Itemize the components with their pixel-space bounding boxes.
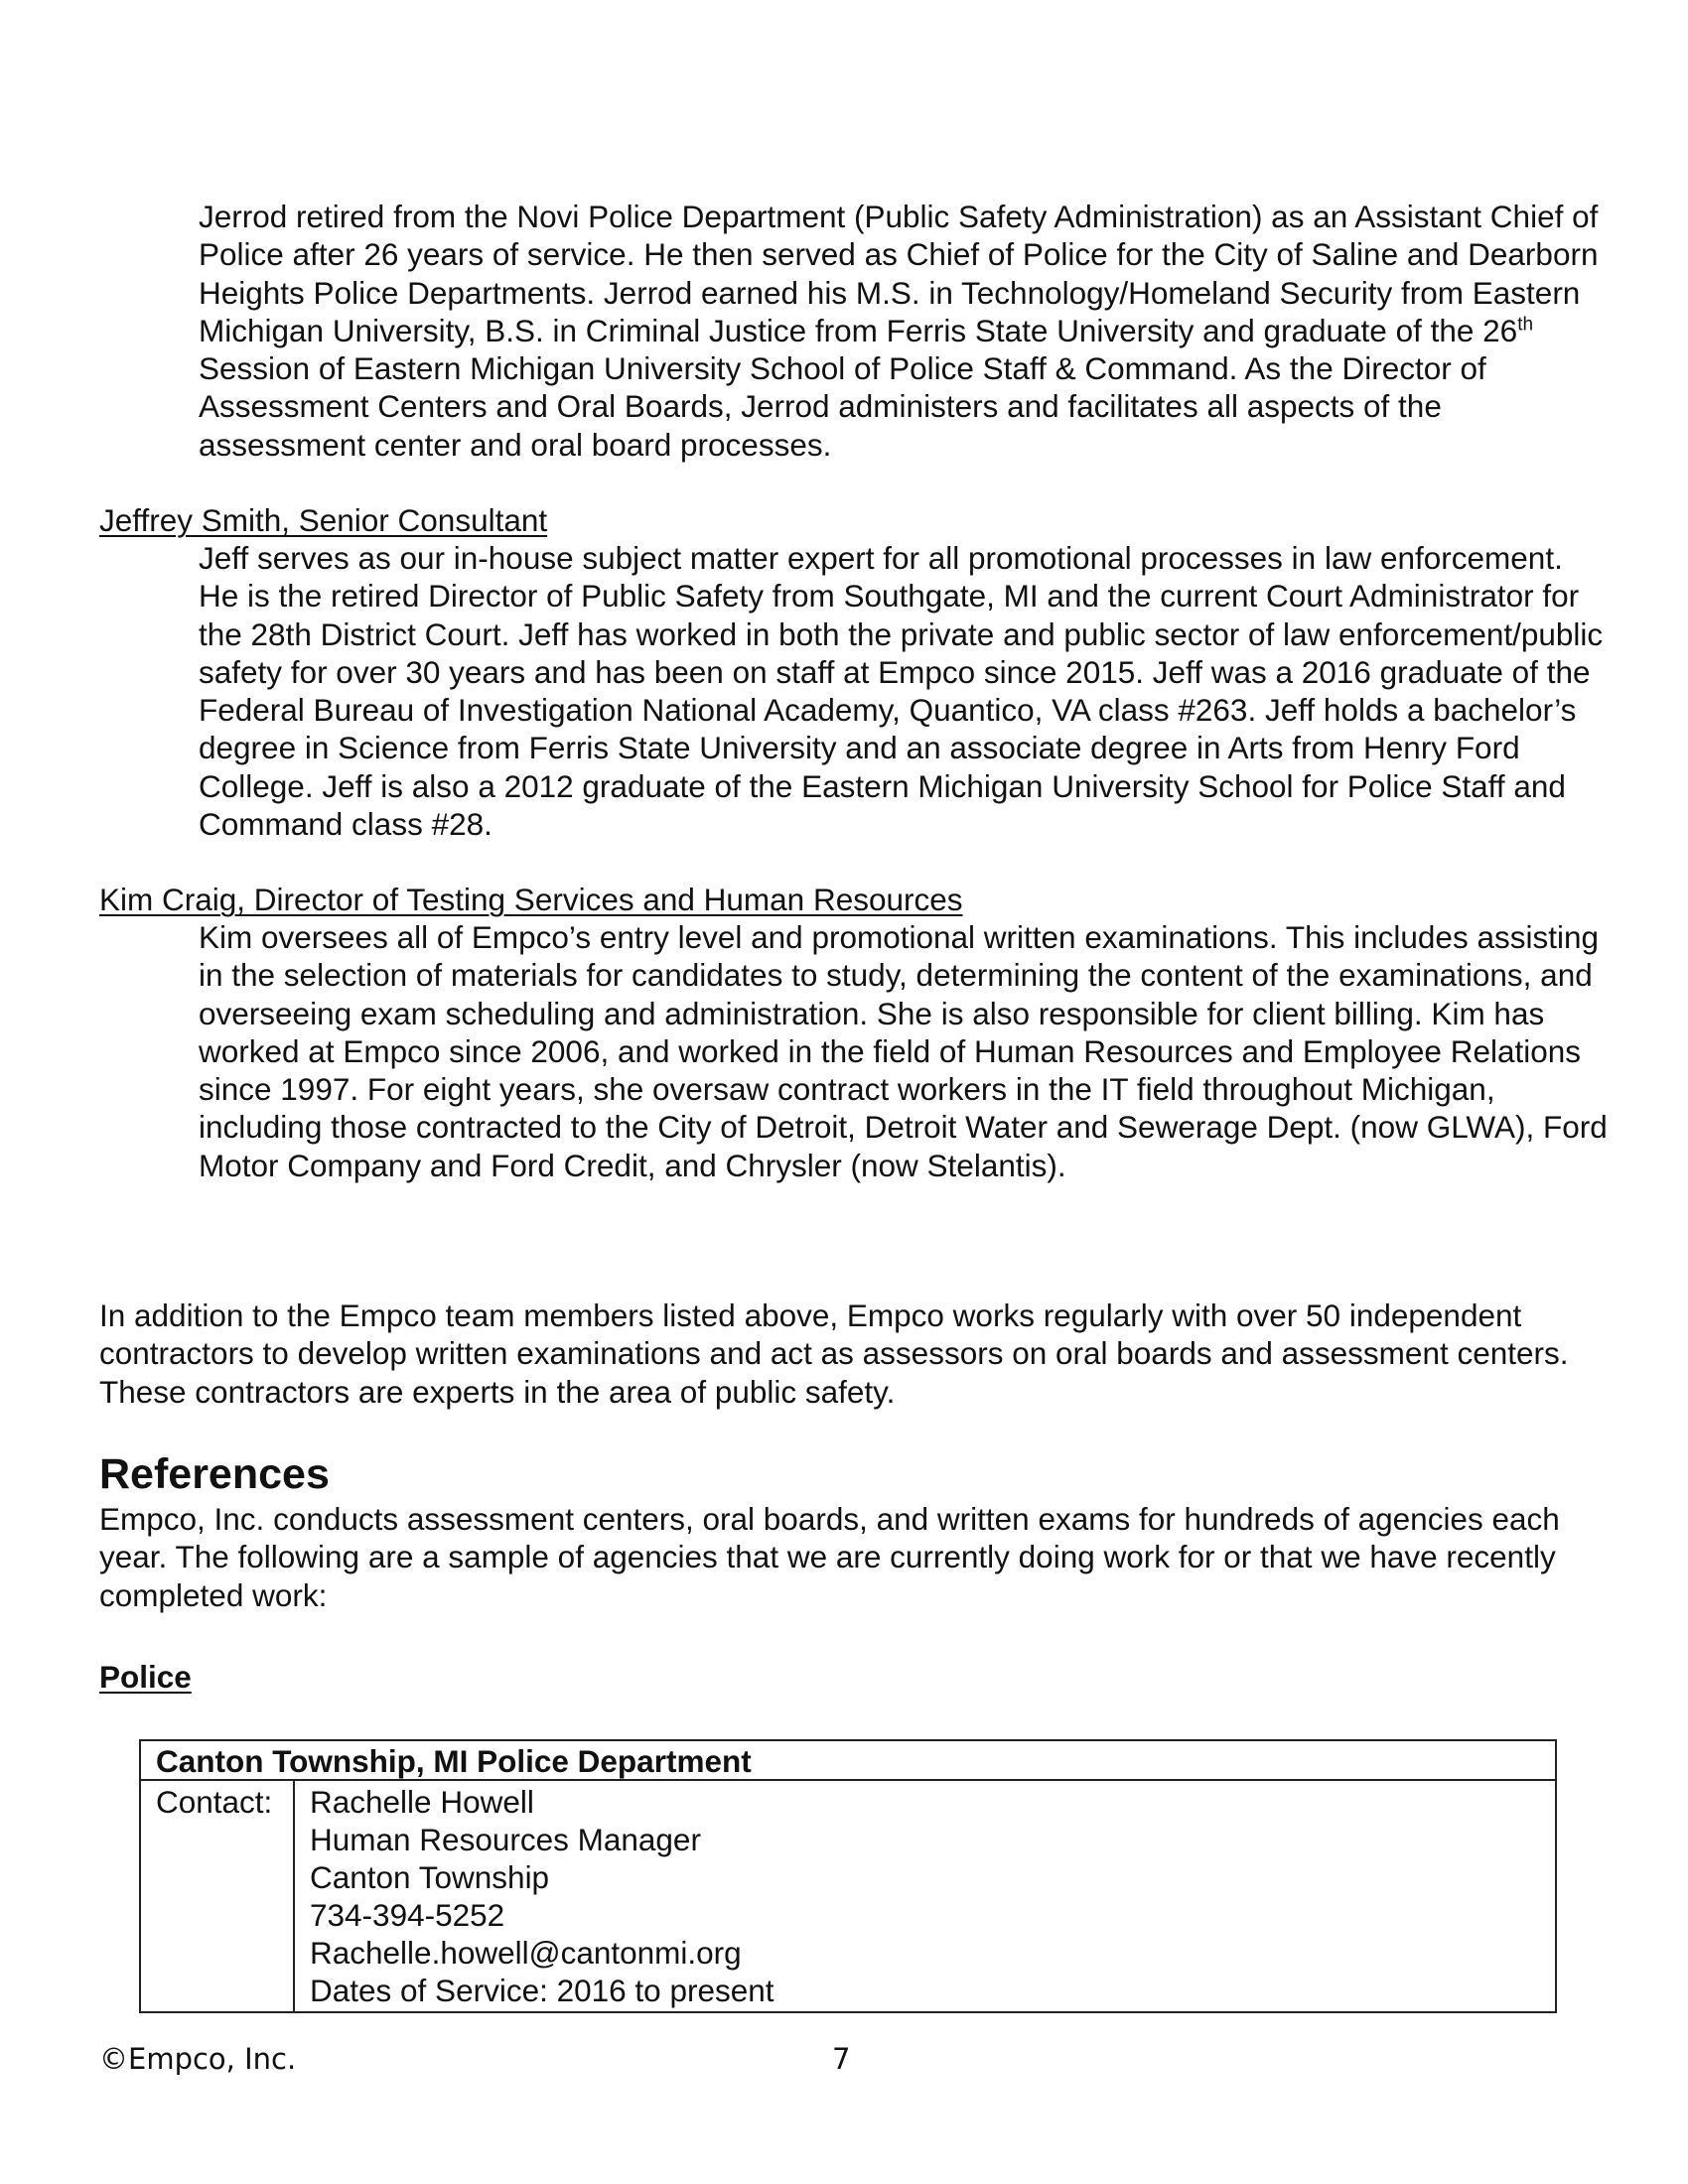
jeffrey-smith-heading: Jeffrey Smith, Senior Consultant (99, 502, 548, 538)
ordinal-superscript: th (1517, 314, 1534, 336)
police-section-heading: Police (99, 1659, 192, 1695)
contractors-paragraph: In addition to the Empco team members listed above, Empco works regularly with over 50 independent contractors to develop written examinations and act as assessors on oral boards and assessment centers. These contractors are experts in the area of public safety. (99, 1297, 1569, 1410)
kim-bio-paragraph: Kim oversees all of Empco’s entry level and promotional written examinations. This includes assisting in the selection of materials for candidates to study, determining the content of the examinations, and overseeing exam scheduling and administration. She is also responsible for client billing. Kim has worked at Empco since 2006, and worked in the field of Human Resources and Employee Relations since 1997. For eight years, she oversaw contract workers in the IT field throughout Michigan, including those contracted to the City of Detroit, Detroit Water and Sewerage Dept. (now GLWA), Ford Motor Company and Ford Credit, and Chrysler (now Stelantis). (199, 919, 1608, 1183)
contact-phone: 734-394-5252 (310, 1897, 505, 1933)
kim-craig-heading: Kim Craig, Director of Testing Services and Human Resources (99, 882, 963, 917)
references-heading: References (99, 1450, 330, 1498)
contact-name: Rachelle Howell (310, 1784, 534, 1820)
contact-organization: Canton Township (310, 1859, 550, 1895)
contact-email: Rachelle.howell@cantonmi.org (310, 1935, 742, 1971)
jerrod-bio-paragraph: Jerrod retired from the Novi Police Department (Public Safety Administration) as an Assistant Chief of Police after 26 years of service. He then served as Chief of Police for the City of Saline and Dearborn Heights Police Departments. Jerrod earned his M.S. in Technology/Homeland Security from Eastern Michigan University, B.S. in Criminal Justice from Ferris State University and graduate of the 26th Session of Eastern Michigan University School of Police Staff & Command. As the Director of Assessment Centers and Oral Boards, Jerrod administers and facilitates all aspects of the assessment center and oral board processes. (199, 199, 1599, 463)
reference-agency-title: Canton Township, MI Police Department (141, 1741, 1555, 1781)
contact-title: Human Resources Manager (310, 1822, 701, 1857)
contact-label: Contact: (141, 1781, 295, 2011)
contact-details (295, 1781, 774, 2011)
reference-contact-row (141, 1781, 1555, 2011)
footer-page-number: 7 (832, 2042, 851, 2076)
reference-table (139, 1739, 1557, 2013)
references-intro: Empco, Inc. conducts assessment centers, oral boards, and written exams for hundreds of agencies each year. The following are a sample of agencies that we are currently doing work for or that we have recently completed work: (99, 1501, 1560, 1613)
dates-of-service: Dates of Service: 2016 to present (310, 1973, 774, 2008)
jeffrey-bio-paragraph: Jeff serves as our in-house subject matter expert for all promotional processes in law enforcement. He is the retired Director of Public Safety from Southgate, MI and the current Court Administrator for the 28th District Court. Jeff has worked in both the private and public sector of law enforcement/public safety for over 30 years and has been on staff at Empco since 2015. Jeff was a 2016 graduate of the Federal Bureau of Investigation National Academy, Quantico, VA class #263. Jeff holds a bachelor’s degree in Science from Ferris State University and an associate degree in Arts from Henry Ford College. Jeff is also a 2012 graduate of the Eastern Michigan University School for Police Staff and Command class #28. (199, 540, 1604, 843)
footer-copyright: ©Empco, Inc. (99, 2042, 297, 2076)
